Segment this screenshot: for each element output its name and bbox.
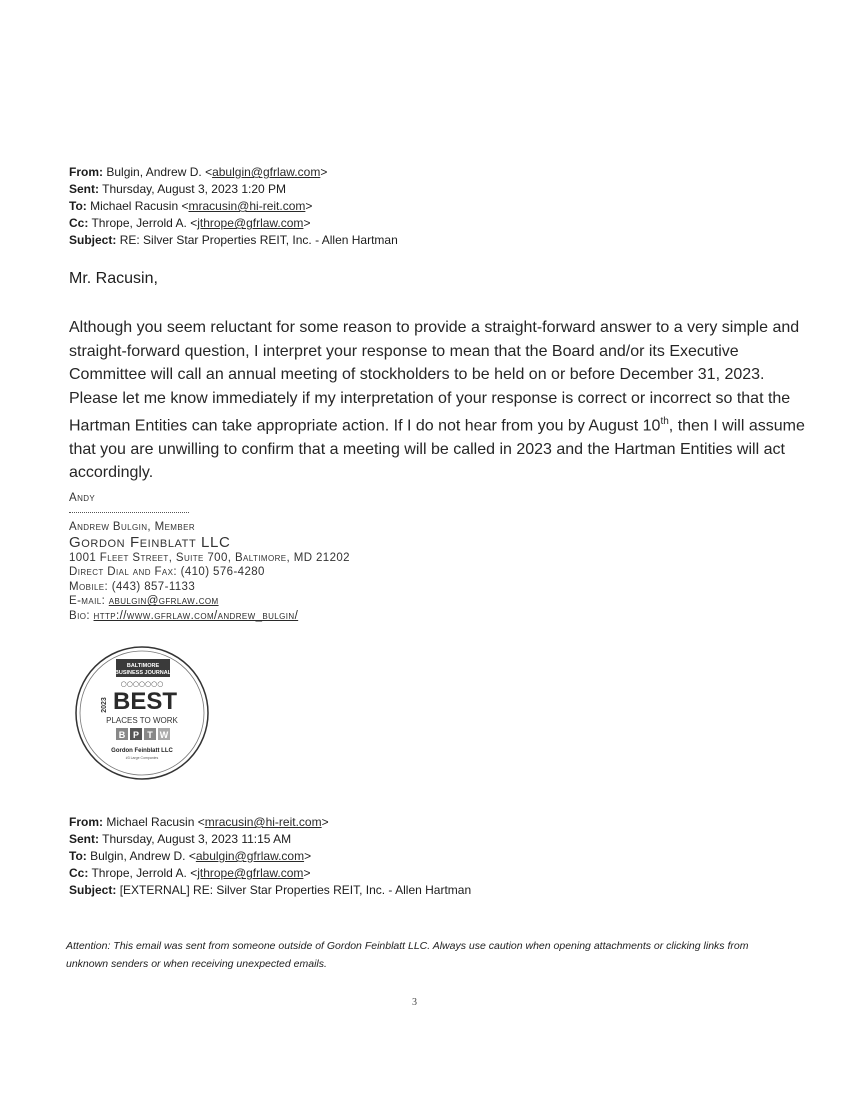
from-email-link[interactable]: abulgin@gfrlaw.com (212, 165, 321, 179)
svg-text:P: P (132, 730, 140, 740)
signature-name: Andrew Bulgin, Member (69, 521, 196, 533)
from-line: From: Michael Racusin <mracusin@hi-reit.com> (69, 815, 329, 829)
cc-line: Cc: Thrope, Jerrold A. <jthrope@gfrlaw.com> (69, 866, 311, 880)
external-warning: Attention: This email was sent from someone outside of Gordon Feinblatt LLC. Always use caution when opening attachments or clicking links from unknown senders or when receiving unexpected emails. (66, 940, 749, 970)
from-email-link[interactable]: mracusin@hi-reit.com (204, 815, 322, 829)
cc-email-link[interactable]: jthrope@gfrlaw.com (197, 866, 304, 880)
svg-text:PLACES TO WORK: PLACES TO WORK (106, 716, 178, 725)
sent-line: Sent: Thursday, August 3, 2023 1:20 PM (69, 182, 287, 196)
signature-email-link[interactable]: abulgin@gfrlaw.com (108, 595, 219, 608)
salutation: Mr. Racusin, (69, 270, 158, 287)
from-line: From: Bulgin, Andrew D. <abulgin@gfrlaw.com> (69, 165, 328, 179)
signature-email: E-mail: abulgin@gfrlaw.com (69, 595, 219, 608)
svg-text:#3 Large Companies: #3 Large Companies (125, 756, 159, 760)
page-number: 3 (412, 997, 417, 1008)
to-line: To: Michael Racusin <mracusin@hi-reit.com> (69, 199, 313, 213)
best-places-badge (74, 645, 210, 781)
to-email-link[interactable]: mracusin@hi-reit.com (188, 199, 306, 213)
signature-bio: Bio: http://www.gfrlaw.com/andrew_bulgin/ (69, 609, 299, 622)
signature-mobile: Mobile: (443) 857-1133 (69, 580, 196, 593)
email-header-1 (69, 164, 398, 249)
cc-email-link[interactable]: jthrope@gfrlaw.com (197, 216, 304, 230)
signature-divider (69, 512, 189, 513)
email-header-2 (69, 814, 471, 899)
signature-firm: Gordon Feinblatt LLC (69, 533, 231, 551)
svg-text:BALTIMORE: BALTIMORE (126, 663, 160, 669)
signature-direct: Direct Dial and Fax: (410) 576-4280 (69, 566, 265, 579)
svg-text:BEST: BEST (112, 688, 178, 715)
svg-text:B: B (118, 730, 126, 740)
email-body: Although you seem reluctant for some reason to provide a straight-forward answer to a very simple and straight-forward question, I interpret your response to mean that the Board and/or its Executive Committee will call an annual meeting of stockholders to be held on or before December 31, 2023. Please let me know immediately if my interpretation of your response is correct or incorrect so that the Hartman Entities can take appropriate action. If I do not hear from you by August 10th, then I will assume that you are unwilling to confirm that a meeting will be called in 2023 and the Hartman Entities will act accordingly. (69, 319, 805, 482)
svg-text:BUSINESS JOURNAL: BUSINESS JOURNAL (114, 670, 172, 676)
cc-line: Cc: Thrope, Jerrold A. <jthrope@gfrlaw.com> (69, 216, 311, 230)
badge-dots: ○○○○○○○ (120, 680, 164, 688)
signature-bio-link[interactable]: http://www.gfrlaw.com/andrew_bulgin/ (93, 609, 299, 622)
to-email-link[interactable]: abulgin@gfrlaw.com (195, 849, 305, 863)
svg-text:W: W (159, 730, 169, 740)
signature-block (69, 520, 350, 624)
svg-text:T: T (147, 730, 153, 740)
svg-text:2023: 2023 (101, 697, 108, 713)
svg-text:Gordon Feinblatt LLC: Gordon Feinblatt LLC (111, 748, 173, 754)
to-line: To: Bulgin, Andrew D. <abulgin@gfrlaw.com> (69, 849, 312, 863)
signature-address: 1001 Fleet Street, Suite 700, Baltimore, MD 21202 (69, 551, 350, 564)
subject-line: Subject: [EXTERNAL] RE: Silver Star Properties REIT, Inc. - Allen Hartman (69, 883, 472, 897)
sent-line: Sent: Thursday, August 3, 2023 11:15 AM (69, 832, 292, 846)
signature-nickname: Andy (69, 492, 96, 504)
subject-line: Subject: RE: Silver Star Properties REIT, Inc. - Allen Hartman (69, 233, 398, 247)
